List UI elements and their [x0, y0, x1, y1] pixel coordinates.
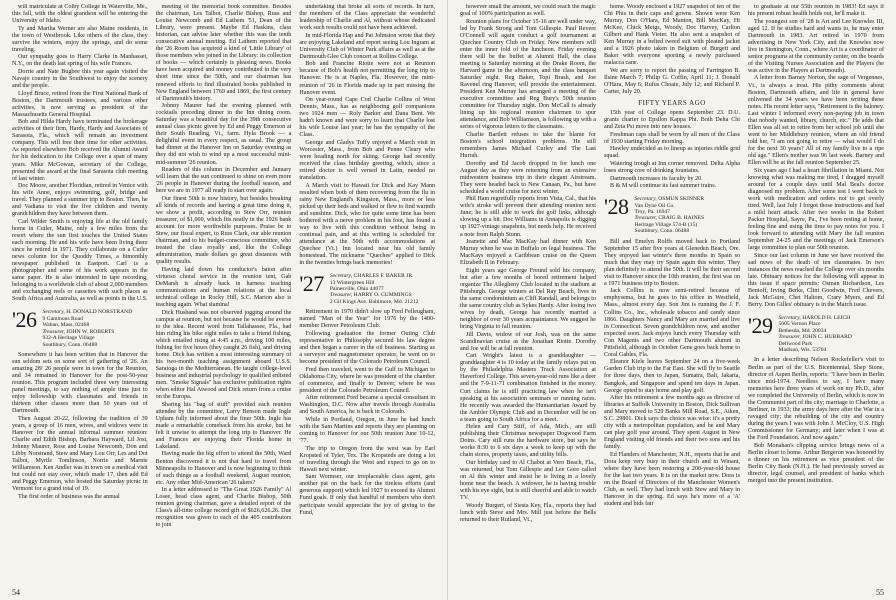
paragraph: Fred then traveled, went to the Gulf to Michigan to Oklahoma City, where he was president of the chamber of commerce, and finally to Denver, where he was president of the Colorado Petroleum Council.: [299, 366, 435, 394]
paragraph: Dorrie and Nate Bugbee this year again visited the Navajo country in the Southwest to enjoy the scenery and the people.: [12, 68, 148, 90]
paragraph: Our sympathy goes to Harry Clarke in Manhasset, N.Y., on the death last spring of his wife Frances.: [12, 54, 148, 68]
treasurer-address-line: Heritage Village 574-B (15): [634, 221, 698, 228]
paragraph: 15th year of College opens September 23. D.U. grants charter to Epsilon Kappa Phi. Both Delta Chi and Zeta Psi move into new houses.: [604, 110, 740, 131]
treasurer-address-line: Madison, Wis. 53704: [778, 347, 827, 354]
left-column-1: [12, 4, 148, 570]
paragraph: Sam Wormser, our irreplaceable class agent, gets another pat on the back for the tireless efforts (and generous support) which led 1927 to exceed its Alumni Fund goals. If only that handful of members who don't participate would appreciate the joy of giving to the Fund,: [299, 474, 435, 516]
fifty-years-ago-heading: FIFTY YEARS AGO: [638, 99, 706, 108]
paragraph: Watering trough at Inn corner removed. Delta Alpha loses strong core of drinking fountains.: [604, 160, 740, 174]
treasurer-name: JOHN C. HUBBARD: [802, 334, 852, 341]
class-officers: [778, 315, 851, 353]
paragraph: Dorothy and Ed Jacob dropped in for lunch one August day as they were returning from an extensive midwestern business trip in their elegant Airstream. They were headed back to New Canaan, Pa., but have scheduled a world cruise for next winter.: [460, 160, 596, 195]
treasurer-address-line: 932-A Heritage Village: [42, 335, 95, 342]
treasurer-address-line: Dellwood Park: [778, 340, 813, 347]
paragraph: Bob and Francine Riotte were not at Reunion because of Bob's health not permitting the long trip to Hanover. He is at Naples, Fla. However, the mini-reunion of '26 in Florida made up in part missing the Hanover event.: [299, 61, 435, 96]
paragraph: The youngest son of '28 is Art and Lee Knowles III, aged 12. If he studies hard and wants to, he may enter Dartmouth in 1983. Art retired in 1970 from advertising in New York City, and the Knowles now live in Stonington, Conn., where Art is a coordinator of senior programs at the community center, on the boards of the Visiting Nurses Association and the Players (he was active in the Players at Dartmouth).: [748, 18, 884, 74]
paragraph: Jack Collins is now semi-retired because of emphysema, but he goes to his office in Westfield, Mass., almost every day. Son Jim is running the J. F. Collins Co., Inc., wholesale tobacco and candy since 1866. Daughters Nancy and Mary are married and live in Connecticut. Seven grandchildren now, and another expected soon. Jack enjoys lunch every Thursday with Con Magenis and two other Dartmouth alumni in Pittsfield, although in October Gene goes back home to Coral Gables, Fla.: [604, 288, 740, 358]
paragraph: Cart Wright's latest is a granddaughter — granddaughter 4 is 10 today at the family relays put on by the Philadelphia Masters Track Association at Haverford College. This seven-year-old runs like a deer and the 7-9-11-71 combination finished in the money. Curt claims he is still practicing law when he isn't speaking at his association seminars or running races. He recently was awarded the Humanitarian Award by the Ambler Olympic Club and in December will be on a team going to South Africa for a meet.: [460, 353, 596, 423]
paragraph: Ed Flanders of Manchester, N.H., reports that he and Dora keep very busy in their church and in Winant, where they have been restoring a 200-year-old house for the last two years. It is on the market now. Dora is on the Board of Directors of the Manchester Women's Club, as well. They had lunch with Stew and Mary in Hanover in the spring. Ed says he's more of a 'A' student and bids fair: [604, 451, 740, 508]
paragraph: George and Gladys Tuffy enjoyed a March visit in Worcester, Mass., from Bob and Penne Cleary who were heading north for skiing. George had recently received the class birthday greeting, which, since a retired doctor is well versed in Latin, needed no translation.: [299, 139, 435, 182]
secretary-name: HAROLD H. LEICH: [802, 315, 851, 322]
paragraph: Our finest 50th is now history, but besides breaking all kinds of records and having a great time doing it, we show a profit, according to Stew Orr, reunion treasurer, of $1,000, which fits neatly in the 1926 bank account for more worthwhile purposes. Praise be to Stew, our fiscal expert, to Russ Clark, our able reunion chairman, and to his budget-conscious committee, who treated the class royally and, like the College administration, made dollars go great distances with quality results.: [155, 195, 292, 266]
secretary-address-line: Waban, Mass. 02468: [42, 322, 90, 329]
treasurer-label: Treasurer,: [778, 334, 801, 341]
secretary-address-line: 13 Wintergreen Hill: [329, 279, 375, 286]
paragraph: Woody Burgert, of Siesta Key, Fla., reports they had lunch with Steve and Mrs. Mill just before the Bells returned to their Rutland, Vt.,: [460, 502, 596, 523]
paragraph: Helen and Cary Stiff, of Ada, Mich., are still publishing their Christmas newspaper Dogwood Farm Doins. Cary still runs the hardware store, but says he works 8:30 to 6 six days a week to keep up with the chain stores, property taxes, and utility bills.: [460, 424, 596, 459]
secretary-address-line: Van Dyne Oil Co.: [634, 202, 675, 209]
secretary-address-line: Troy, Pa. 16947: [634, 208, 670, 215]
paragraph: A March visit to Hawaii for Dick and Kay Mann resulted when both of them recovering from the flu in rainy New England's Kingston, Mass., more or less picked up their beds and walked or flew to find warmth and sunshine. Dick, who for quite some time has been bothered with a nerve problem in his foot, has found a way to live with this condition without being in continual pain, and at this writing is scheduled for attendance at the 50th with accommodations at Quechee (Vt.) Inn located near his old family homestead. The nickname "Quechee" applied to Dick in the twenties brings back memories!: [299, 182, 435, 267]
paragraph: Jeanette and Mac MacKay had dinner with Ken Murray when he was in Buffalo on legal business. The MacKays enjoyed a Caribbean cruise on the Queen Elizabeth II in February.: [460, 239, 596, 267]
left-columns: [12, 4, 435, 570]
treasurer-name: CRAIG B. HAINES: [658, 215, 705, 222]
paragraph: Eight years ago George Freund sold his company, but after a few months of bored retirement helped organize The Allegheny Club located in the stadium at Pittsburgh. George winters at Del Ray Beach, lives in the same condominium as Cliff Randall, and belongs to the same country club as Sykes Hardy. After losing two wives by death, George has recently married a neighbor of over 30 years acquaintance. We suggest he bring Virginia to fall reunion.: [460, 267, 596, 331]
paragraph: Having made the big effort to attend the 50th, Ward Benton discovered it is not that hard to travel from Minneapolis to Hanover and is now beginning to think of such things as a football weekend, August reunion, etc. Any other Mid-American '26 takers?: [155, 451, 292, 486]
paragraph: Bill and Emelyn Rolffs moved back to Portland September 15 after five years at Gleneden Beach, Ore. They enjoyed last winter's three months in Spain so much that they may try Spain again this winter. They plan definitely to attend the 50th. It will be their second visit to Hanover since the 10th reunion, the first was on a 1971 business trip to Boston.: [604, 238, 740, 287]
paragraph: The first order of business was the annual: [18, 493, 120, 500]
paragraph: Retirement in 1970 didn't slow up Fred Felleugham, named "Man of the Year" for 1976 by the 1400-member Denver Petroleum Club.: [299, 309, 435, 330]
paragraph: Bob Monahan's clipping service brings news of a Berlin closer to home. Arthur Bergeron was honored by a dinner on his retirement as vice president of the Berlin City Bank (N.H.). He had previously served as director, legal counsel, and president of banks which merged into the present institution.: [748, 442, 884, 484]
paragraph: On year-round Cape Cod Charlie Collins of West Dennis, Mass., has as neighboring golf companions two 1924 men — Roly Barker and Dana Bent. We hadn't known and were sorry to learn that Charlie lost his wife Louise last year; he has the sympathy of the Class.: [299, 97, 435, 139]
paragraph: In a letter addressed to "The Great 1926 Family" Al Losee, head class agent, and Charlie Bishop, 50th reunion giving chairman, gave a detailed report of the Class's all-time college record gift of $626,626.26. Due recognition was given to each of the 405 contributors to join: [155, 487, 292, 529]
paragraph: Six years ago I had a heart fibrillation in Miami. Not knowing what was making me tired, I dragged myself around for a couple days until Mal Beal's doctor diagnosed my problem. After some test I went back to work with medication and orders not to get overly tired. Well, last July I forgot those instructions and had a mild heart attack. After two weeks in the Robert Packer Hospital, Sayre, Pa., I've been resting at home, feeling fine and using the time to pay notes for you. I look forward to attending with Mary the fall reunion September 24-25 and the meetings of Jack Emerson's large committee to plan our 50th reunion.: [748, 167, 884, 252]
right-column-2: [604, 4, 740, 570]
page-number: 55: [876, 588, 884, 597]
class-header-27: [299, 273, 435, 305]
paragraph: The trip to Oregon from the west was by Earl Kropsted of Tyler, Tex. The Kropsteds are doing a lot of traveling through the West and expect to go on to Hawaii next winter.: [299, 445, 435, 473]
paragraph: however small the amount, we could reach the magic goal of 100% participation as well.: [460, 4, 596, 18]
secretary-address-line: 5605 Vernon Place: [778, 321, 821, 328]
paragraph: Johnny Maurer had the evening planned with cocktails preceding dinner in the Inn dining room. Saturday was a beautiful day for the 39th consecutive annual class picnic given by Ed and Peggy Emerson at their South Reading, Vt., farm. Hyla Brook — a delightful event in every respect, as usual. The group had dinner at the Hanover Inn on Saturday evening as they did not wish to wind up a most successful mini-mid-summer '26 reunion.: [155, 103, 292, 166]
paragraph: A letter from Barney Norton, the sage of Vergennes, Vt., is always a treat. His pithy comments about Boston, Dartmouth affairs, and life in general have enlivened the 34 years we have been writing these notes. His recent letter says, "Retirement is the baloney. Last winter I informed every non-paying job in town that nobody wanted, library, church, etc." He adds that Ellen was all set to retire from her school job until she went to her Middlebury reunion, where an old friend told her, "I am not going to retire — what would I do for the next 30 years? All of my family live to a ripe old age." Ellen's mother was 96 last week. Barney and Ellen will be at the fall reunion September 25.: [748, 75, 884, 167]
paragraph: Jill Davis, widow of our Josh, was on the same Scandinavian cruise as the Jonathan Riotte. Dorothy and Joe will be at fall reunion.: [460, 331, 596, 352]
secretary-label: Secretary,: [634, 196, 657, 203]
paragraph: Following graduation the former Outing Club representative to Philosophy secured his law degree and then began a career in the oil business. Starting as a surveyor and magnetometer operator, he went on to become president of the Colorado Petroleum Council.: [299, 330, 435, 366]
secretary-name: OSMUN SKINNER: [658, 196, 705, 203]
paragraph: Reunion plans for October 15-16 are well under way, led by Frank Strong and Tom Gillespie. Paul Revere O'Connell will again conduct a golf tournament at Quechee Country Club on Friday. New members will enter the inner fold of the luncheon. Friday evening there will be the buffet at Alumni Hall, the class meeting is Saturday morning at the Drake Room, the Harvard game in the afternoon, and the class banquet Saturday night. Reg Baker, Topi Brash, and Joe Ravenel ring Hanover, will provide the entertainment. President Ken Murray has arranged a meeting of the executive committee and Reg Bury's 50th reunion committee for Thursday night. Don McCall is already lining up his regional reunion chairmen to spur attendance, and Bob Williamson, is following up with a series of vigorous letters to the classmates.: [460, 18, 596, 131]
class-year: '28: [604, 194, 629, 220]
left-column-3: [299, 4, 435, 570]
paragraph: In mid-Florida Hap and Pat Johnston wrote that they are enjoying Lakeland and report seeing Lou Ingram at University Club of Winter Park affairs as well as at the Dartmouth Glee Club concert at Rollins College.: [299, 32, 435, 60]
paragraph: undertaking that broke all sorts of records. In turn, the members of the Class appreciate the wonderful leadership of Charlie and Al, without whose dedicated work such results could not have been achieved.: [299, 4, 435, 32]
paragraph: After his retirement a few months ago as director of libraries at Suffolk University in Boston, Dick Sullivan and Mary moved to 529 Banks Mill Road, S.E., Aiken, S.C. 29801. Dick says the choice was wise: it's a pretty city with a metropolitan population, and he and Mary can play golf year around. They spent August in New England visiting old friends and their two sons and his family.: [604, 395, 740, 451]
paragraph: Our birthday card to Al Chabot at Vero Beach, Fla., was returned, but Tom Gillespie and Lee Gore called on Al this winter and insist he is living in a lovely home near the beach. A widower, he is having trouble with his eye sight, but is still cheerful and able to watch TV.: [460, 460, 596, 502]
class-header-29: [748, 315, 884, 353]
treasurer-name: HARRY O. CUMMINGS: [353, 292, 412, 299]
paragraph: will matriculate at Colby College in Waterville, Me., this fall, with the oldest grandson will be entering the University of Idaho.: [12, 4, 148, 25]
class-header-26: [12, 309, 148, 347]
paragraph: meeting of the memorial book committee. Besides the chairman, Les Talbot, Charlie Bishop, Russ and Louise Newcomb and Ed Lathem '51, Dean of the Library, were present. Maybe Ed Haskins, class historian, can advise later whether this was the tenth consecutive annual meeting. Ed Lathem reported that the '26 Room has acquired a kind of 'Little Library' of those members who joined in the Library: its collection of books — which certainly is pleasing news. Books have been acquired and money contributed in the very short time since the 50th, and our chairman has renewed efforts to find illustrated books published in New England between 1769 and 1869, the first century of Dartmouth's history.: [155, 4, 292, 102]
secretary-label: Secretary,: [42, 309, 65, 316]
paragraph: home. Woody enclosed a 1927 snapshot of ten of the Chi Phis in their caps and gowns. Shown were Ken Murray, Don O'Hara, Ed Manton, Bill MacKay, Hi McKee, Chick Meigs, Woody, Doc Harvey, Carlton Gilbert and Hank Vieter. He also sent a snapshot of Ken Murray in a belted tweed suit with pleated jacket and a 1926 photo taken in Belgium of Burgett and Baker with everyone sporting a newly purchased malacca cane.: [604, 4, 740, 67]
paragraph: B & M will continue its fast summer trains.: [610, 183, 717, 190]
treasurer-label: Treasurer,: [634, 215, 657, 222]
paragraph: Dick Husband was not observed jogging around the campus at reunion, but not because he would be averse to the idea. Recent word from Tallahassee, Fla., had him riding his bike eight miles to take a friend fishing, which entailed rising at 4:45 a.m., driving 100 miles, fishing for five hours (they caught 26 fish), and driving home. Dick has written a most interesting summary of his two-month teaching assignment aboard U.S.S. Saratoga in the Mediterranean. He taught college-level business and industrial psychology to qualified enlisted men. "Smoke Signals" has exclusive publication rights when editor Hal Atwood and Dick return from a cruise on the Europa.: [155, 309, 292, 401]
paragraph: Doc Moore, another Floridian, retired in Venice with his wife Anne, enjoys swimming, golf, bridge and travel. They planned a summer trip to Boston. Then, he and Vadiana to visit the five children and twenty grandchildren they have between them.: [12, 183, 148, 218]
secretary-address-line: 9 Gammons Road: [42, 315, 83, 322]
paragraph: We are sorry to report the passing of Farrington B. Ilsine March 7; Philip G. Coffin, April 11; J. Donald O'Hara, May 6; Rufus Choate, July 12; and Richard P. Carter, July 20.: [604, 67, 740, 96]
paragraph: Having laid down his conductor's baton after virtuoso choral service in the reunion tent, Gab DeMarsh is already back in harness teaching communications and human relations at the local technical college in Rocky Hill, S.C. Marion also is teaching again. What stamina!: [155, 266, 292, 308]
class-year: '29: [748, 313, 773, 339]
paragraph: Bob and Hilda Hardy have terminated the brokerage activities of their firm, Hardy, Hardy and Associates of Sarasota, Fla., which will remain an investment company. This will free their time for other activities. As reported elsewhere Bob received the Alumni Award for his dedication to the College over a span of many years. Mike McGowan, secretary of the College, presented the award at the final Sarasota club meeting of last winter.: [12, 119, 148, 182]
class-officers: [330, 273, 419, 305]
treasurer-address-line: 2 Gil Kings Ave. Baltimore, Md. 21212: [329, 298, 419, 305]
secretary-label: Secretary,: [329, 273, 353, 280]
right-column-3: [748, 4, 884, 570]
class-officers: [42, 309, 132, 347]
secretary-address-line: Painesville, Ohio 44077: [329, 286, 384, 293]
secretary-name: CHARLES F. BAKER JR.: [353, 273, 414, 280]
class-year: '26: [12, 307, 37, 333]
paragraph: Dartmouth increases its faculty by 20.: [610, 175, 703, 182]
page-number: 54: [12, 588, 20, 597]
right-page: [448, 0, 896, 600]
treasurer-name: JOHN W. ROBERTS: [66, 328, 115, 335]
class-year: '27: [299, 271, 324, 297]
paragraph: to graduate at our 55th reunion in 1983! Ed says if his present robust health holds out, he'll make it.: [748, 4, 884, 18]
class-officers: [634, 196, 704, 234]
paragraph: Hawley undecided as to lineup as injuries riddle grid squad.: [604, 146, 740, 160]
treasurer-label: Treasurer,: [42, 328, 65, 335]
treasurer-label: Treasurer,: [329, 292, 353, 299]
paragraph: Since our last column in June we have received the sad news of the death of ten classmates. In two instances the news reached the College over six months late. Obituary notices for the following will appear in this issue if space permits: Osman Richardson, Les Benioff, Irving Berke, Clint Goodwin, Fred Chevers, Jack McGuire, Chet Haltom, Crary Myers, and Ed Berry. Don Gilles' obituary is in the March issue.: [748, 252, 884, 308]
paragraph: Eleanor Kiele leaves September 24 on a five-week Garden Club trip to the Far East. She will fly to Seattle for three days, then to Japan, Sumatra, Bali, Jakarta, Bangkok, and Singapore and spend ten days in Japan. George opted to stay home and play golf.: [604, 359, 740, 394]
secretary-address-line: Bethesda, Md. 20034: [778, 327, 827, 334]
paragraph: Sharing his "bag of stuff" provided each reunion attendee by the committee, Larry Benson made Ingle Upham fully informed about the finer 50th. Ingle has made a remarkable comeback from his stroke, but he felt it unwise to attempt the long trip to Hanover. He and Frances are enjoying their Florida home in Lakeland.: [155, 401, 292, 450]
treasurer-address-line: Southbury, Conn. 06488: [42, 341, 98, 348]
treasurer-address-line: Southbury, Conn. 06488: [634, 228, 690, 235]
paragraph: Freshman caps shall be worn by all men of the Class of 1930 starting Friday morning.: [604, 131, 740, 145]
paragraph: Phil Ham regretfully reports from Vista, Cal., that his wife's stroke will prevent their attending reunion next June; he is still able to work the golf links, although slowing up a bit. Doc Williams in Annapolis is digging up 1927-vintage snapshots, but needs help. He received a note from Ralph Stunn.: [460, 196, 596, 238]
paragraph: After retirement Fred became a special consultant in Washington, D.C. Now after travels through Australia and South America, he is back in Colorado.: [299, 395, 435, 416]
paragraph: Then August 20-22, following the tradition of 39 years, a group of 16 men, wives, and widows were in Hanover for the annual informal summer reunion: Charlie and Edith Bishop, Barbara Hayward, Lil Jost, Johnny Maurer, Rose and Louise Newcomb, Don and Libby Norstrand, Stew and Mary Lou Orr, Les and Dot Talbot, Myrtle Tomlinson, Norrie and Marnie Williamson. Ken Andler was in town on a medical visit but could not stay over, which made 17, then add Ed and Peggy Emerson, who hosted the Saturday picnic in Vermont for a grand total of 19.: [12, 415, 148, 493]
secretary-name: H. DONALD NORSTRAND: [66, 309, 133, 316]
paragraph: In a letter describing Nelson Rockefeller's visit to Berlin as part of the U.S. Bicentennial, Shep Stone, director of Aspen Berlin, reports: "I have been in Berlin since mid-1974. Needless to say, I have many memories here three years of work on my Ph.D., after we completed the University of Berlin, which is now in the Communist part of the city; marriage to Charlotte, a Berliner, in 1933; the army days here after the War in a ravaged city; the rebuilding of the city and country during the years I was with John J. McCloy, U.S. High Commissioner for Germany; and later when I was at the Ford Foundation. And now again.": [748, 357, 884, 441]
paragraph: Charlie Bartlett refuses to take the blame for Boston's school integration problems. He still remembers James Michael Curley and The Last Hurrah.: [460, 131, 596, 159]
right-column-1: [460, 4, 596, 570]
class-header-28: [604, 196, 740, 234]
left-column-2: [156, 4, 292, 570]
paragraph: Somewhere it has been written that in Hanover the sun seldom sets on some sort of gathering of '26. An amazing 28! 26 people were in town for the Reunion, and 34 remained in Hanover for the post-50-year reunion. This program included three very interesting panel meetings, to say nothing of ample time just to enjoy fellowship with classmates and friends in thirteen other classes more than 50 years out of Dartmouth.: [12, 351, 148, 415]
right-columns: [460, 4, 884, 570]
paragraph: While in Portland, Oregon, in June he had lunch with the Sam Martins and reports they are planning on coming to Hanover for our 50th reunion June 10-12, '77.: [299, 416, 435, 445]
paragraph: Carl Wilder Smith is enjoying life at the old family home in Cutler, Maine, only a few miles from the resort where the sun first touches the United States each morning. He and his wife have been living there since he retired in 1971. They collaborate on a Cutler news column for the Quoddy Times, a bimonthly newspaper published in Eastport. Carl is a photographer and some of his work appears in the same paper. He is also interested in tape recording, belonging to a worldwide club of about 2,000 members and exchanging reels or cassettes with such places as South Africa and Australia, as well as points in the U.S.: [12, 218, 148, 303]
secretary-label: Secretary,: [778, 315, 801, 322]
paragraph: Ty and Martha Werner are also Maine residents, in the town of Westbrook. Like others of the class, they survive the winters, enjoy the springs, and do some traveling.: [12, 25, 148, 53]
paragraph: Readers of this column in December and January will learn that the sun continued to shine on even more '26 people in Hanover during the football season, and here we are in 1977 all ready to start over again.: [155, 167, 292, 195]
paragraph: Lloyd Bruce, retired from the First National Bank of Boston, the Dartmouth trustees, and various other activities, is now serving as president of the Massachusetts General Hospital.: [12, 90, 148, 118]
